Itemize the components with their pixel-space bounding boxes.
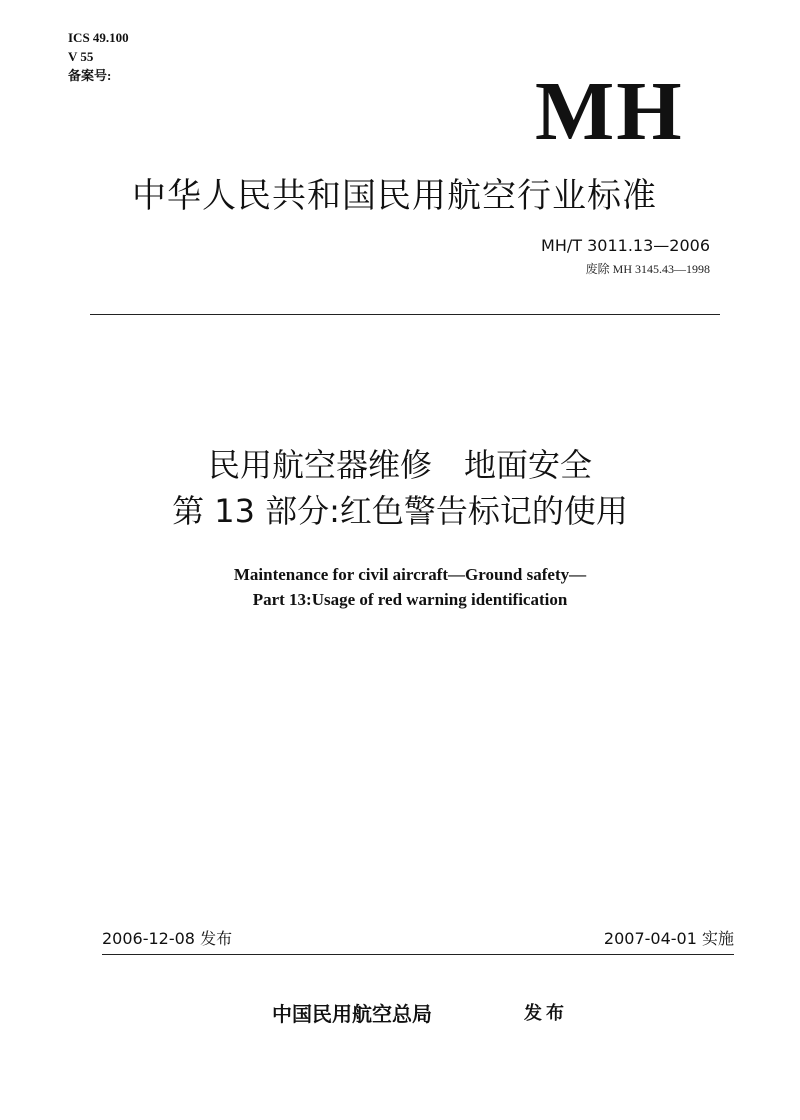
ccs-code: V 55 — [68, 49, 94, 64]
effective-date: 2007-04-01 实施 — [603, 929, 734, 948]
standard-mark-logo: MH — [535, 65, 684, 158]
filing-number-label: 备案号: — [68, 68, 112, 83]
chinese-title-line-1: 民用航空器维修 地面安全 — [207, 446, 592, 484]
issuing-action: 发布 — [524, 1003, 568, 1024]
replaced-standard: 废除 MH 3145.43—1998 — [585, 262, 710, 276]
top-divider — [90, 314, 720, 315]
issuing-authority: 中国民用航空总局 — [272, 1002, 432, 1026]
standard-code: MH/T 3011.13—2006 — [541, 236, 710, 255]
ics-code: ICS 49.100 — [68, 30, 129, 45]
classification-block — [68, 28, 129, 85]
chinese-title-line-2: 第 13 部分:红色警告标记的使用 — [172, 492, 628, 530]
standard-name: 中华人民共和国民用航空行业标准 — [132, 176, 657, 216]
english-title-line-2: Part 13:Usage of red warning identification — [252, 590, 568, 609]
english-title-line-1: Maintenance for civil aircraft—Ground safety— — [233, 565, 587, 584]
issue-date: 2006-12-08 发布 — [102, 929, 233, 948]
bottom-divider — [102, 954, 734, 955]
